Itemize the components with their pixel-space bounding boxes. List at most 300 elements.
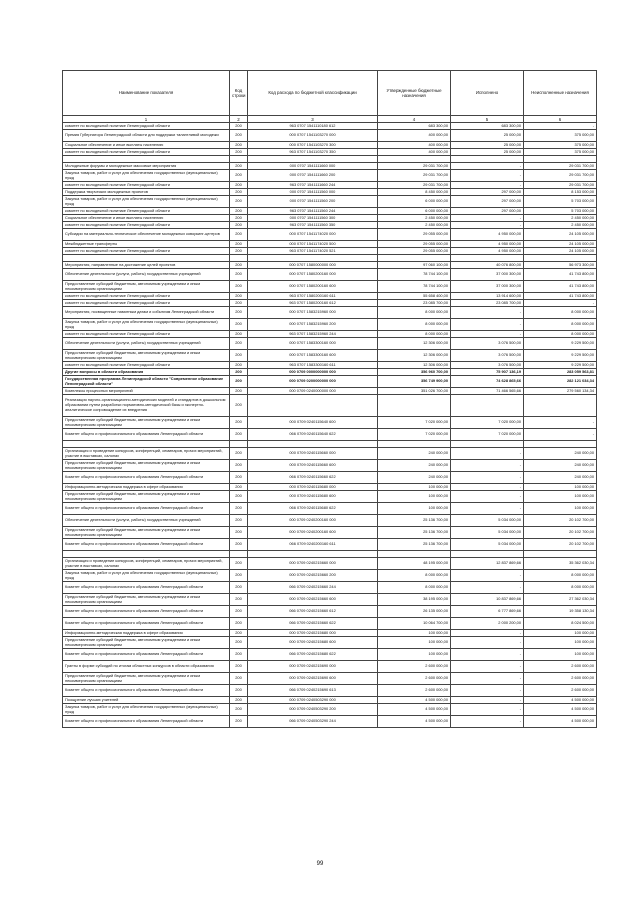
row-remaining: 41 743 800,00 xyxy=(524,293,597,300)
row-code: 200 xyxy=(230,395,248,417)
header-num-2: 2 xyxy=(230,116,248,123)
row-executed: 25 000,00 xyxy=(451,149,524,156)
table-spacer-row xyxy=(63,156,597,163)
row-approved: 25 136 700,00 xyxy=(378,515,451,527)
table-row xyxy=(63,460,597,472)
row-name: комитет по молодежной политике Ленинградской области xyxy=(63,362,230,369)
table-row xyxy=(63,350,597,362)
row-code: 200 xyxy=(230,704,248,716)
row-budget-code: 963 0707 1583300160 611 xyxy=(248,362,378,369)
row-executed: 7 020 000,00 xyxy=(451,429,524,441)
row-approved: 55 658 400,00 xyxy=(378,293,451,300)
row-remaining: 29 031 700,00 xyxy=(524,163,597,170)
row-executed: 71 466 565,66 xyxy=(451,388,524,395)
row-executed: 10 837 869,66 xyxy=(451,594,524,606)
table-row xyxy=(63,222,597,229)
table-row xyxy=(63,673,597,685)
row-remaining: 283 059 563,81 xyxy=(524,369,597,376)
row-remaining: 2 450 000,00 xyxy=(524,215,597,222)
header-approved: Утвержденные бюджетные назначения xyxy=(378,71,451,116)
row-budget-code: 000 0709 0240200160 600 xyxy=(248,527,378,539)
row-budget-code: 963 0707 1541174020 521 xyxy=(248,248,378,255)
row-approved: 10 064 700,00 xyxy=(378,618,451,630)
row-budget-code: 963 0707 1541111660 244 xyxy=(248,182,378,189)
row-remaining: - xyxy=(524,123,597,130)
budget-execution-table xyxy=(62,70,597,728)
row-name: комитет по молодежной политике Ленинградской области xyxy=(63,331,230,338)
row-remaining: 29 031 700,00 xyxy=(524,170,597,182)
row-code: 200 xyxy=(230,215,248,222)
row-executed: - xyxy=(451,582,524,594)
table-row xyxy=(63,170,597,182)
row-name: Гранты в форме субсидий по итогам областных конкурсов в области образования xyxy=(63,661,230,673)
row-remaining: 279 560 134,34 xyxy=(524,388,597,395)
empty-cell xyxy=(451,441,524,448)
row-name: Предоставление субсидий бюджетным, автономным учреждениям и иным некоммерческим организациям xyxy=(63,673,230,685)
row-budget-code: 000 0709 0240200160 000 xyxy=(248,515,378,527)
row-code: 200 xyxy=(230,472,248,484)
table-row xyxy=(63,376,597,388)
row-name: комитет по молодежной политике Ленинградской области xyxy=(63,149,230,156)
row-code: 200 xyxy=(230,460,248,472)
empty-cell xyxy=(248,156,378,163)
empty-cell xyxy=(230,156,248,163)
row-code: 200 xyxy=(230,208,248,215)
row-executed: - xyxy=(451,170,524,182)
row-code: 200 xyxy=(230,429,248,441)
row-executed: - xyxy=(451,697,524,704)
row-name: Комитет общего и профессионального образования Ленинградской области xyxy=(63,582,230,594)
row-budget-code: 000 0709 0240115680 600 xyxy=(248,491,378,503)
table-row xyxy=(63,395,597,417)
row-budget-code: 000 0709 0240215680 000 xyxy=(248,630,378,637)
table-row xyxy=(63,388,597,395)
table-row xyxy=(63,685,597,697)
row-budget-code: 000 0707 1541111560 300 xyxy=(248,215,378,222)
row-executed: 5 034 000,00 xyxy=(451,539,524,551)
row-code: 200 xyxy=(230,350,248,362)
empty-cell xyxy=(524,551,597,558)
row-remaining: 8 000 000,00 xyxy=(524,582,597,594)
row-remaining: 19 358 130,34 xyxy=(524,606,597,618)
row-executed: - xyxy=(451,704,524,716)
row-code: 200 xyxy=(230,527,248,539)
row-remaining: 29 031 700,00 xyxy=(524,182,597,189)
table-row xyxy=(63,142,597,149)
header-budget-code: Код расхода по бюджетной классификации xyxy=(248,71,378,116)
row-approved: 356 749 900,00 xyxy=(378,376,451,388)
row-budget-code: 000 0709 0240215660 000 xyxy=(248,558,378,570)
row-remaining: 375 000,00 xyxy=(524,149,597,156)
row-executed: 5 034 000,00 xyxy=(451,515,524,527)
row-remaining: 9 229 500,00 xyxy=(524,350,597,362)
row-budget-code: 000 0709 0240215690 600 xyxy=(248,673,378,685)
row-budget-code: 000 0709 0240215660 600 xyxy=(248,594,378,606)
row-code: 200 xyxy=(230,388,248,395)
table-row xyxy=(63,472,597,484)
row-name: Премия Губернатора Ленинградской области для поддержки талантливой молодежи xyxy=(63,130,230,142)
table-row xyxy=(63,331,597,338)
table-row xyxy=(63,163,597,170)
table-row xyxy=(63,661,597,673)
empty-cell xyxy=(451,156,524,163)
row-budget-code: 000 0707 1541103270 300 xyxy=(248,142,378,149)
table-body xyxy=(63,123,597,728)
row-name: комитет по молодежной политике Ленинградской области xyxy=(63,248,230,255)
row-remaining: 2 600 000,00 xyxy=(524,685,597,697)
row-executed: - xyxy=(451,472,524,484)
empty-cell xyxy=(248,551,378,558)
table-row xyxy=(63,582,597,594)
row-code: 200 xyxy=(230,262,248,269)
empty-cell xyxy=(451,255,524,262)
row-approved: 8 000 000,00 xyxy=(378,582,451,594)
header-executed: Исполнено xyxy=(451,71,524,116)
row-name: Организация и проведение конкурсов, конференций, семинаров, прочих мероприятий, участие в выставках, салонах xyxy=(63,448,230,460)
table-row xyxy=(63,248,597,255)
row-executed: 25 000,00 xyxy=(451,142,524,149)
row-remaining: 41 743 800,00 xyxy=(524,269,597,281)
row-executed: - xyxy=(451,637,524,649)
row-executed: 4 950 000,00 xyxy=(451,229,524,241)
budget-report-sheet xyxy=(62,70,596,728)
row-approved: 78 744 100,00 xyxy=(378,269,451,281)
empty-cell xyxy=(230,255,248,262)
row-approved: 100 000,00 xyxy=(378,630,451,637)
row-remaining: 24 105 000,00 xyxy=(524,248,597,255)
empty-cell xyxy=(378,551,451,558)
row-name: Комитет общего и профессионального образования Ленинградской области xyxy=(63,649,230,661)
row-executed: 23 085 700,00 xyxy=(451,300,524,307)
row-approved: 12 306 000,00 xyxy=(378,350,451,362)
empty-cell xyxy=(63,551,230,558)
row-remaining: - xyxy=(524,417,597,429)
row-name: Комитет общего и профессионального образования Ленинградской области xyxy=(63,429,230,441)
row-name: Предоставление субсидий бюджетным, автономным учреждениям и иным некоммерческим организациям xyxy=(63,350,230,362)
row-name: Предоставление субсидий бюджетным, автономным учреждениям и иным некоммерческим организациям xyxy=(63,460,230,472)
row-executed: 75 907 136,19 xyxy=(451,369,524,376)
table-row xyxy=(63,229,597,241)
table-row xyxy=(63,241,597,248)
table-row xyxy=(63,649,597,661)
row-approved: 8 000 000,00 xyxy=(378,570,451,582)
row-executed: 12 837 869,66 xyxy=(451,558,524,570)
row-code: 200 xyxy=(230,558,248,570)
row-remaining: 100 000,00 xyxy=(524,630,597,637)
row-budget-code: 000 0707 1583215960 000 xyxy=(248,307,378,319)
row-executed: - xyxy=(451,182,524,189)
row-name: Комитет общего и профессионального образования Ленинградской области xyxy=(63,606,230,618)
header-num-1: 1 xyxy=(63,116,230,123)
row-remaining: 100 000,00 xyxy=(524,503,597,515)
row-executed: - xyxy=(451,319,524,331)
row-budget-code: 066 0709 0240115640 622 xyxy=(248,429,378,441)
row-budget-code: 000 0707 1541111560 000 xyxy=(248,189,378,196)
row-approved: 12 306 000,00 xyxy=(378,338,451,350)
row-name: Другие вопросы в области образования xyxy=(63,369,230,376)
row-approved: 240 000,00 xyxy=(378,460,451,472)
row-name: Комплексы процессных мероприятий xyxy=(63,388,230,395)
table-row xyxy=(63,196,597,208)
row-code: 200 xyxy=(230,606,248,618)
row-name: Межбюджетные трансферты xyxy=(63,241,230,248)
row-executed: 3 076 500,00 xyxy=(451,362,524,369)
row-approved: 8 000 000,00 xyxy=(378,331,451,338)
row-executed: 2 000 200,00 xyxy=(451,618,524,630)
table-row xyxy=(63,484,597,491)
row-remaining: 4 500 000,00 xyxy=(524,704,597,716)
table-row xyxy=(63,429,597,441)
row-code: 200 xyxy=(230,417,248,429)
table-row xyxy=(63,630,597,637)
row-remaining xyxy=(524,395,597,417)
row-remaining: 100 000,00 xyxy=(524,649,597,661)
row-name: Предоставление субсидий бюджетным, автономным учреждениям и иным некоммерческим организациям xyxy=(63,281,230,293)
row-executed: 5 034 000,00 xyxy=(451,527,524,539)
row-code: 200 xyxy=(230,594,248,606)
row-executed: 683 300,00 xyxy=(451,123,524,130)
row-budget-code: 000 0709 0240115640 600 xyxy=(248,417,378,429)
empty-cell xyxy=(248,255,378,262)
row-name: Комитет общего и профессионального образования Ленинградской области xyxy=(63,503,230,515)
row-approved: 100 000,00 xyxy=(378,637,451,649)
row-name: комитет по молодежной политике Ленинградской области xyxy=(63,293,230,300)
row-name: Молодежные форумы и молодежные массовые мероприятия xyxy=(63,163,230,170)
row-budget-code: 000 0707 1541174020 000 xyxy=(248,229,378,241)
row-approved: 29 055 000,00 xyxy=(378,248,451,255)
row-remaining: 240 000,00 xyxy=(524,460,597,472)
row-approved: 351 026 700,00 xyxy=(378,388,451,395)
row-code: 200 xyxy=(230,630,248,637)
table-spacer-row xyxy=(63,255,597,262)
table-row xyxy=(63,491,597,503)
row-name: Информационно-методическая поддержка в сфере образования xyxy=(63,630,230,637)
row-remaining: 20 102 700,00 xyxy=(524,527,597,539)
row-remaining: 375 000,00 xyxy=(524,130,597,142)
row-executed: - xyxy=(451,649,524,661)
table-row xyxy=(63,570,597,582)
row-approved: 29 031 700,00 xyxy=(378,182,451,189)
table-row xyxy=(63,704,597,716)
row-approved: 8 000 000,00 xyxy=(378,307,451,319)
row-approved: 4 500 000,00 xyxy=(378,697,451,704)
row-code: 200 xyxy=(230,484,248,491)
row-executed: - xyxy=(451,716,524,728)
row-remaining: 100 000,00 xyxy=(524,637,597,649)
row-executed: - xyxy=(451,630,524,637)
row-code: 200 xyxy=(230,248,248,255)
row-name: Мероприятия, посвященные памятным датам и событиям Ленинградской области xyxy=(63,307,230,319)
row-budget-code: 000 0707 1541111560 200 xyxy=(248,196,378,208)
row-budget-code: 963 0707 1541111560 244 xyxy=(248,208,378,215)
table-spacer-row xyxy=(63,441,597,448)
row-remaining: 8 000 000,00 xyxy=(524,319,597,331)
row-approved: 240 000,00 xyxy=(378,448,451,460)
row-remaining: 100 000,00 xyxy=(524,484,597,491)
row-code: 200 xyxy=(230,182,248,189)
row-code: 200 xyxy=(230,293,248,300)
row-budget-code: 000 0709 0240215680 600 xyxy=(248,637,378,649)
row-executed: 37 000 300,00 xyxy=(451,281,524,293)
table-row xyxy=(63,262,597,269)
row-code: 200 xyxy=(230,673,248,685)
row-code: 200 xyxy=(230,570,248,582)
row-code: 200 xyxy=(230,189,248,196)
table-row xyxy=(63,281,597,293)
row-remaining: 8 000 000,00 xyxy=(524,570,597,582)
table-row xyxy=(63,369,597,376)
row-code: 200 xyxy=(230,130,248,142)
row-executed: 297 000,00 xyxy=(451,208,524,215)
row-name: Предоставление субсидий бюджетным, автономным учреждениям и иным некоммерческим организациям xyxy=(63,637,230,649)
row-remaining: 4 500 000,00 xyxy=(524,697,597,704)
row-approved: 26 135 000,00 xyxy=(378,606,451,618)
row-code: 200 xyxy=(230,637,248,649)
row-approved xyxy=(378,395,451,417)
row-name: Комитет общего и профессионального образования Ленинградской области xyxy=(63,472,230,484)
row-approved: 4 500 000,00 xyxy=(378,704,451,716)
row-budget-code: 000 0707 1580200160 600 xyxy=(248,281,378,293)
row-name: Закупка товаров, работ и услуг для обеспечения государственных (муниципальных) нужд xyxy=(63,170,230,182)
row-budget-code: 000 0707 1541174020 500 xyxy=(248,241,378,248)
row-code: 200 xyxy=(230,300,248,307)
row-budget-code: 000 0707 1541111660 200 xyxy=(248,170,378,182)
row-approved: 38 195 000,00 xyxy=(378,594,451,606)
row-approved: 2 600 000,00 xyxy=(378,661,451,673)
row-approved: 29 055 000,00 xyxy=(378,229,451,241)
table-row xyxy=(63,515,597,527)
row-budget-code: 000 0707 1541103270 000 xyxy=(248,130,378,142)
row-remaining: 4 500 000,00 xyxy=(524,716,597,728)
row-approved: 2 450 000,00 xyxy=(378,215,451,222)
table-row xyxy=(63,189,597,196)
row-executed: - xyxy=(451,503,524,515)
table-row xyxy=(63,123,597,130)
row-name: Поощрение лучших учителей xyxy=(63,697,230,704)
row-remaining: 282 121 034,34 xyxy=(524,376,597,388)
row-budget-code: 000 0709 0240115680 000 xyxy=(248,484,378,491)
table-row xyxy=(63,300,597,307)
row-code: 200 xyxy=(230,515,248,527)
row-approved: 8 450 000,00 xyxy=(378,189,451,196)
row-approved: 100 000,00 xyxy=(378,491,451,503)
row-code: 200 xyxy=(230,241,248,248)
row-budget-code: 000 0709 0240215660 200 xyxy=(248,570,378,582)
row-budget-code: 000 0707 1580000000 000 xyxy=(248,262,378,269)
row-name: Предоставление субсидий бюджетным, автономным учреждениям и иным некоммерческим организациям xyxy=(63,491,230,503)
row-name: Закупка товаров, работ и услуг для обеспечения государственных (муниципальных) нужд xyxy=(63,319,230,331)
row-budget-code: 066 0709 0240215690 613 xyxy=(248,685,378,697)
row-budget-code: 963 0707 1583215960 244 xyxy=(248,331,378,338)
table-row xyxy=(63,618,597,630)
row-executed: - xyxy=(451,673,524,685)
row-budget-code: 000 0709 0200000000 000 xyxy=(248,376,378,388)
row-code: 200 xyxy=(230,170,248,182)
row-code: 200 xyxy=(230,697,248,704)
table-row xyxy=(63,503,597,515)
row-name: Информационно-методическая поддержка в сфере образования xyxy=(63,484,230,491)
row-code: 200 xyxy=(230,362,248,369)
row-remaining: 20 102 700,00 xyxy=(524,539,597,551)
row-code: 200 xyxy=(230,685,248,697)
table-row xyxy=(63,527,597,539)
row-budget-code: 066 0709 0240200160 611 xyxy=(248,539,378,551)
row-executed: - xyxy=(451,163,524,170)
row-executed: - xyxy=(451,331,524,338)
row-budget-code: 066 0709 0240503290 244 xyxy=(248,716,378,728)
row-name: Предоставление субсидий бюджетным, автономным учреждениям и иным некоммерческим организациям xyxy=(63,417,230,429)
empty-cell xyxy=(248,441,378,448)
table-row xyxy=(63,697,597,704)
row-name: Закупка товаров, работ и услуг для обеспечения государственных (муниципальных) нужд xyxy=(63,196,230,208)
row-name: Социальное обеспечение и иные выплаты населению xyxy=(63,215,230,222)
row-budget-code: 066 0709 0240215680 622 xyxy=(248,649,378,661)
row-executed: - xyxy=(451,491,524,503)
row-code: 200 xyxy=(230,491,248,503)
row-budget-code: 963 0707 1580200160 611 xyxy=(248,293,378,300)
row-code: 200 xyxy=(230,269,248,281)
row-code: 200 xyxy=(230,123,248,130)
empty-cell xyxy=(63,156,230,163)
row-approved: 356 960 700,00 xyxy=(378,369,451,376)
row-name: Мероприятия, направленные на достижение целей проектов xyxy=(63,262,230,269)
row-approved: 6 000 000,00 xyxy=(378,196,451,208)
row-approved: 2 600 000,00 xyxy=(378,685,451,697)
header-num-3: 3 xyxy=(248,116,378,123)
empty-cell xyxy=(230,441,248,448)
row-name: Поддержка творческих молодежных проектов xyxy=(63,189,230,196)
row-approved: 400 000,00 xyxy=(378,142,451,149)
row-budget-code: 000 0709 0240215690 000 xyxy=(248,661,378,673)
row-code: 200 xyxy=(230,649,248,661)
row-budget-code xyxy=(248,395,378,417)
row-approved: 683 300,00 xyxy=(378,123,451,130)
row-name: Закупка товаров, работ и услуг для обеспечения государственных (муниципальных) нужд xyxy=(63,570,230,582)
table-row xyxy=(63,149,597,156)
row-name: Обеспечение деятельности (услуги, работы) государственных учреждений xyxy=(63,515,230,527)
row-code: 200 xyxy=(230,307,248,319)
header-num-6: 6 xyxy=(524,116,597,123)
row-approved: 6 000 000,00 xyxy=(378,208,451,215)
row-code: 200 xyxy=(230,149,248,156)
table-row xyxy=(63,215,597,222)
row-name: комитет по молодежной политике Ленинградской области xyxy=(63,182,230,189)
row-approved: 100 000,00 xyxy=(378,503,451,515)
row-executed: 3 076 500,00 xyxy=(451,350,524,362)
empty-cell xyxy=(63,441,230,448)
empty-cell xyxy=(378,441,451,448)
row-name: Субсидии на материально-техническое обеспечение молодежных коворкинг-центров xyxy=(63,229,230,241)
header-name: Наименование показателя xyxy=(63,71,230,116)
row-budget-code: 000 0707 1580200160 000 xyxy=(248,269,378,281)
row-name: Закупка товаров, работ и услуг для обеспечения государственных (муниципальных) нужд xyxy=(63,704,230,716)
table-row xyxy=(63,637,597,649)
row-budget-code: 963 0707 1580200160 612 xyxy=(248,300,378,307)
row-remaining: 35 362 030,34 xyxy=(524,558,597,570)
table-row xyxy=(63,319,597,331)
row-executed: 297 000,00 xyxy=(451,189,524,196)
row-executed: - xyxy=(451,307,524,319)
row-remaining: 24 105 000,00 xyxy=(524,229,597,241)
row-remaining: - xyxy=(524,429,597,441)
row-name: Предоставление субсидий бюджетным, автономным учреждениям и иным некоммерческим организациям xyxy=(63,594,230,606)
page-number: 99 xyxy=(316,861,324,867)
row-remaining: 9 229 500,00 xyxy=(524,362,597,369)
row-name: Комитет общего и профессионального образования Ленинградской области xyxy=(63,685,230,697)
row-approved: 400 000,00 xyxy=(378,149,451,156)
row-name: Комитет общего и профессионального образования Ленинградской области xyxy=(63,716,230,728)
row-executed xyxy=(451,395,524,417)
